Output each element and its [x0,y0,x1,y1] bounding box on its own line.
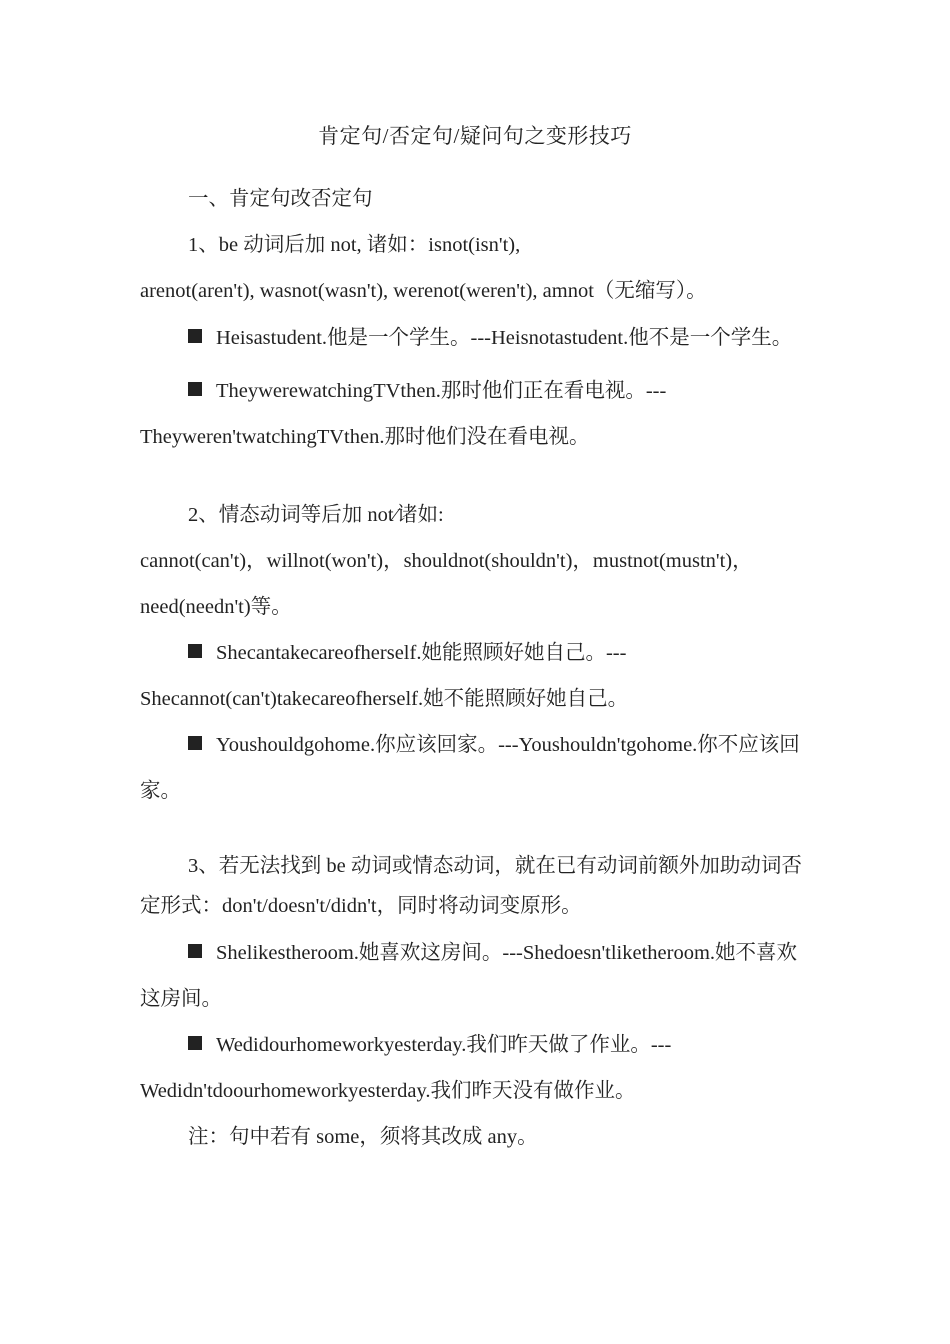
document-title: 肯定句/否定句/疑问句之变形技巧 [318,124,632,148]
rule-3: 3、若无法找到 be 动词或情态动词，就在已有动词前额外加助动词否定形式：don't/doesn't/didn't，同时将动词变原形。 [140,855,802,917]
rule-2-line-1: 2、情态动词等后加 not⁄诸如: [188,504,444,526]
bullet-square-icon [188,382,202,396]
note: 注：句中若有 some，须将其改成 any。 [188,1126,538,1148]
bullet-square-icon [188,329,202,343]
example-text: Heisastudent.他是一个学生。---Heisnotastudent.他不是一个学生。 [216,327,793,349]
example-text: Shecantakecareofherself.她能照顾好她自己。---Shecannot(can't)takecareofherself.她不能照顾好她自己。 [140,642,629,710]
rule-1-line-2: arenot(aren't), wasnot(wasn't), werenot(weren't), amnot（无缩写）。 [140,280,707,302]
example-text: Shelikestheroom.她喜欢这房间。---Shedoesn'tliketheroom.她不喜欢这房间。 [140,942,798,1010]
bullet-square-icon [188,736,202,750]
document-body [140,176,812,1160]
example-3 [140,630,812,722]
bullet-square-icon [188,644,202,658]
example-text: Wedidourhomeworkyesterday.我们昨天做了作业。---Wedidn'tdoourhomeworkyesterday.我们昨天没有做作业。 [140,1034,672,1102]
example-6 [140,1022,812,1114]
bullet-square-icon [188,1036,202,1050]
example-2 [140,368,812,460]
bullet-square-icon [188,944,202,958]
rule-2-line-2: cannot(can't)，willnot(won't)，shouldnot(shouldn't)，mustnot(mustn't)， [140,550,753,572]
example-1 [140,318,812,358]
example-4 [140,722,812,814]
example-text: TheywerewatchingTVthen.那时他们正在看电视。---Theyweren'twatchingTVthen.那时他们没在看电视。 [140,380,667,448]
rule-2-line-3: need(needn't)等。 [140,596,292,618]
example-text: Youshouldgohome.你应该回家。---Youshouldn'tgohome.你不应该回家。 [140,734,800,802]
section-heading: 一、肯定句改否定句 [188,188,373,210]
rule-1-line-1: 1、be 动词后加 not, 诸如：isnot(isn't), [188,234,521,256]
example-5 [140,930,812,1022]
